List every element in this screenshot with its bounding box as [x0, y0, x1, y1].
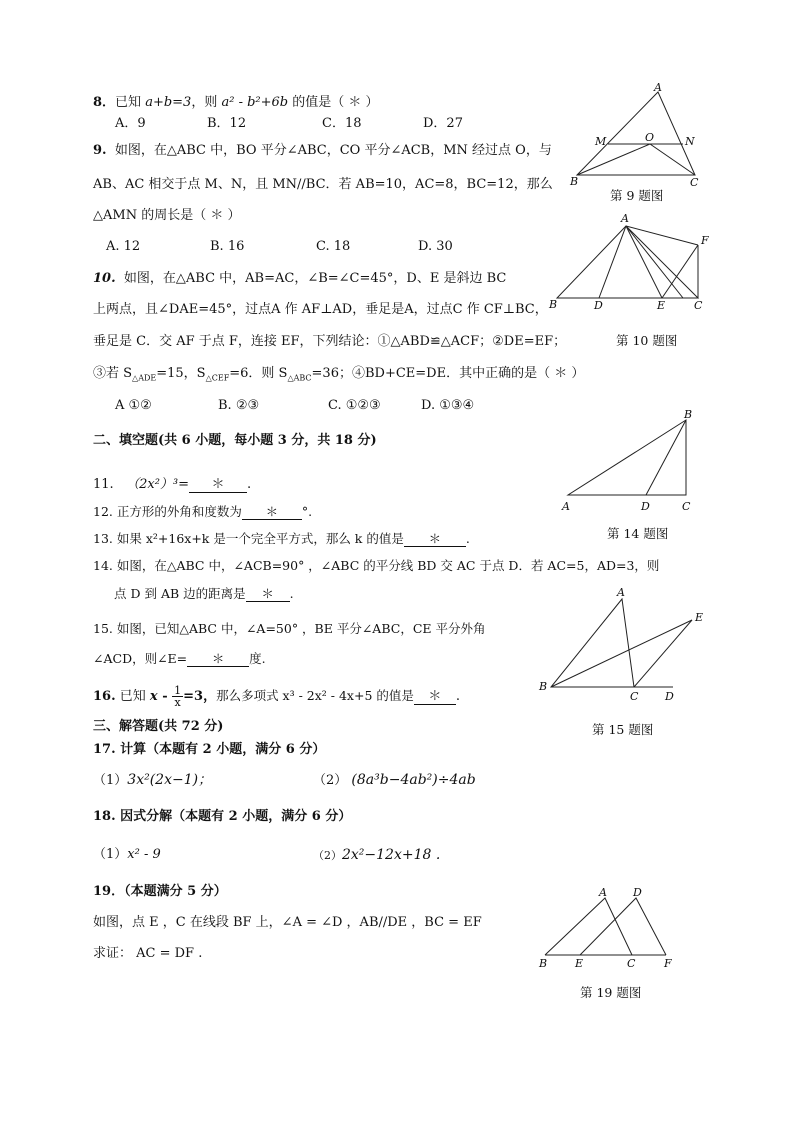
q15-line1: 15. 如图，已知△ABC 中，∠A=50° ，BE 平分∠ABC，CE 平分外角 [93, 621, 486, 636]
q9-option-b: B. 16 [210, 239, 245, 254]
q10-line1 [93, 270, 506, 288]
q10-line3: 垂足是 C．交 AF 于点 F，连接 EF，下列结论：①△ABD≌△ACF；②DE=EF； [93, 334, 567, 349]
q9-label-b: B [570, 175, 579, 188]
q15-answer-blank[interactable]: ＊ [187, 652, 249, 667]
q9-option-c: C. 18 [316, 239, 351, 254]
q9-text-1: 如图，在△ABC 中，BO 平分∠ABC，CO 平分∠ACB，MN 经过点 O，与 [114, 143, 552, 158]
q10-sub-abc: △ABC [287, 373, 312, 383]
q10-label-e: E [657, 299, 666, 312]
q18-part1-label: （1） [93, 847, 128, 862]
q9-line2: AB、AC 相交于点 M、N，且 MN//BC．若 AB=10，AC=8，BC=12，那么 [93, 177, 553, 192]
q10-segment-af [626, 226, 698, 245]
q8-text-pre: 已知 [115, 95, 146, 110]
q10-line2: 上两点，且∠DAE=45°，过点A 作 AF⊥AD，垂足是A，过点C 作 CF⊥BC， [93, 302, 548, 317]
q16-pre: 已知 [119, 689, 150, 704]
q15-figure [535, 582, 710, 707]
q17-part2-expr: (8a³b−4ab²)÷4ab [351, 772, 476, 788]
q19-line2: 求证： AC = DF . [93, 946, 203, 961]
q9-number: 9. [93, 143, 107, 158]
q10-segment-ad [599, 226, 626, 298]
q17-part1-expr: 3x²(2x−1)； [127, 772, 213, 788]
q13-text: 13. 如果 x²+16x+k 是一个完全平方式，那么 k 的值是 [93, 531, 404, 546]
q10-segment-ac-inner [626, 226, 683, 298]
q14-label-d: D [641, 500, 650, 513]
q19-label-a: A [599, 886, 607, 899]
q15-segment-ce [634, 620, 692, 687]
q8-expression: a² - b²+6b [221, 95, 289, 110]
q9-option-d: D. 30 [418, 239, 453, 254]
q16-fraction [172, 685, 183, 708]
q14-segment-bd [646, 420, 686, 495]
q18-part1-expr: x² - 9 [127, 847, 161, 862]
q10-segment-ef [662, 245, 698, 298]
q14-label-b: B [684, 408, 693, 421]
q18-title: 18. 因式分解（本题有 2 小题，满分 6 分） [93, 809, 352, 824]
q10-line4-a: ③若 S [93, 366, 133, 381]
q12-stem [93, 503, 312, 521]
q19-label-f: F [664, 957, 672, 970]
q11-number: 11. [93, 477, 114, 492]
q10-triangle-abc [557, 226, 698, 298]
q10-line4-b: =15，S [156, 366, 206, 381]
section-2-heading: 二、填空题(共 6 小题，每小题 3 分，共 18 分) [93, 433, 377, 448]
q11-stem: 11. （2x²）³= ＊ . [93, 477, 252, 492]
q16-frac-num: 1 [174, 684, 182, 697]
q19-figure [535, 883, 680, 973]
q16-frac-den: x [174, 696, 181, 709]
q19-title: 19．（本题满分 5 分） [93, 884, 227, 899]
q13-answer-blank[interactable]: ＊ [404, 532, 466, 547]
q19-label-e: E [575, 957, 584, 970]
q10-number: 10. [93, 271, 116, 286]
q17-part2 [313, 771, 476, 790]
q14-answer-blank[interactable]: ＊ [246, 587, 290, 602]
q9-caption: 第 9 题图 [610, 188, 664, 203]
q10-sub-ade: △ADE [132, 373, 157, 383]
q14-label-c: C [682, 500, 691, 513]
q8-number: 8． [93, 95, 116, 110]
q19-label-d: D [633, 886, 642, 899]
q11-answer-blank[interactable]: ＊ [189, 478, 247, 493]
q10-label-b: B [549, 298, 558, 311]
section-3-heading: 三、解答题(共 72 分) [93, 719, 224, 734]
q16-minus: - [157, 689, 173, 704]
q14-figure [558, 408, 698, 518]
q15-label-e: E [695, 611, 704, 624]
q17-title: 17. 计算（本题有 2 小题，满分 6 分） [93, 742, 326, 757]
q10-line4 [93, 365, 584, 388]
q16-eq: =3， [183, 689, 217, 704]
q16-number: 16. [93, 689, 116, 704]
q10-sub-cef: △CEF [205, 373, 230, 383]
q9-line1 [93, 142, 552, 160]
q8-option-d: D．27 [423, 116, 463, 131]
q19-caption: 第 19 题图 [580, 985, 642, 1000]
q9-label-n: N [685, 135, 695, 148]
q10-line4-c: =6．则 S [229, 366, 288, 381]
q10-caption: 第 10 题图 [616, 333, 678, 348]
q15-line2 [93, 650, 266, 668]
q19-line1: 如图，点 E ，C 在线段 BF 上，∠A = ∠D ，AB//DE ，BC = EF [93, 915, 482, 930]
q14-line1: 14. 如图，在△ABC 中，∠ACB=90° ，∠ABC 的平分线 BD 交 AC 于点 D．若 AC=5，AD=3，则 [93, 558, 660, 573]
q9-figure [565, 80, 705, 190]
q14-triangle-abc [568, 420, 686, 495]
q10-option-d: D. ①③④ [421, 398, 475, 413]
q15-label-c: C [630, 690, 639, 703]
q15-triangle-abc [551, 599, 634, 687]
q8-stem [93, 94, 379, 112]
q16-x: x [149, 689, 158, 704]
q15-label-b: B [539, 680, 548, 693]
q17-part1 [93, 771, 212, 790]
q14-line2: 点 D 到 AB 边的距离是 ＊ . [114, 586, 294, 601]
q19-label-c: C [627, 957, 636, 970]
q16-mid: 那么多项式 x³ - 2x² - 4x+5 的值是 [216, 688, 414, 703]
q15-line2-pre: ∠ACD，则∠E= [93, 651, 188, 666]
q10-option-c: C. ①②③ [328, 398, 381, 413]
q12-text: 12. 正方形的外角和度数为 [93, 504, 242, 519]
q8-option-b: B．12 [207, 116, 247, 131]
q8-condition: a+b=3 [145, 95, 192, 110]
q8-option-a: A．9 [115, 116, 146, 131]
q19-triangle-def [580, 898, 666, 955]
q19-label-b: B [539, 957, 548, 970]
q16-stem [93, 684, 460, 709]
q9-label-m: M [595, 135, 607, 148]
q9-line3: △AMN 的周长是（ ＊ ） [93, 208, 241, 223]
q10-label-c: C [694, 299, 703, 312]
q9-option-a: A. 12 [106, 239, 141, 254]
q8-option-c: C．18 [322, 116, 362, 131]
q17-part2-label: （2） [313, 773, 348, 788]
q15-caption: 第 15 题图 [592, 722, 654, 737]
q10-text-1: 如图，在△ABC 中，AB=AC，∠B=∠C=45°，D、E 是斜边 BC [123, 271, 507, 286]
q15-label-d: D [665, 690, 674, 703]
q17-part1-label: （1） [93, 773, 128, 788]
q9-segment-bo [577, 144, 650, 175]
q10-label-f: F [701, 234, 709, 247]
q15-label-a: A [617, 586, 625, 599]
q9-label-c: C [690, 176, 699, 189]
q9-label-a: A [654, 81, 662, 94]
q10-segment-ae [626, 226, 662, 298]
q8-text-post: 的值是（ ＊ ） [288, 95, 379, 110]
q10-label-d: D [594, 299, 603, 312]
q18-part1 [93, 846, 161, 864]
q15-segment-be [551, 620, 692, 687]
q18-part2-expr: 2x²−12x+18 . [342, 847, 441, 863]
q14-label-a: A [562, 500, 570, 513]
q18-part2 [313, 846, 440, 865]
q16-post: . [455, 689, 461, 704]
q10-line4-d: =36；④BD+CE=DE．其中正确的是（ ＊ ） [311, 366, 585, 381]
q14-caption: 第 14 题图 [607, 526, 669, 541]
q13-stem [93, 530, 470, 548]
q9-label-o: O [645, 131, 655, 144]
q12-post: °. [301, 504, 313, 519]
q10-figure [543, 210, 718, 315]
q15-line2-post: 度. [249, 651, 266, 666]
q13-post: . [465, 531, 470, 546]
q8-text-mid: ，则 [191, 95, 222, 110]
q10-label-a: A [621, 212, 629, 225]
q18-part2-label: （2） [313, 849, 342, 862]
q16-answer-blank[interactable]: ＊ [414, 690, 456, 705]
q14-line2-text: 点 D 到 AB 边的距离是 [114, 586, 246, 601]
q12-answer-blank[interactable]: ＊ [242, 505, 302, 520]
q11-expression: （2x²）³= [126, 477, 190, 492]
q10-option-b: B. ②③ [218, 398, 260, 413]
q10-option-a: A ①② [115, 398, 152, 413]
